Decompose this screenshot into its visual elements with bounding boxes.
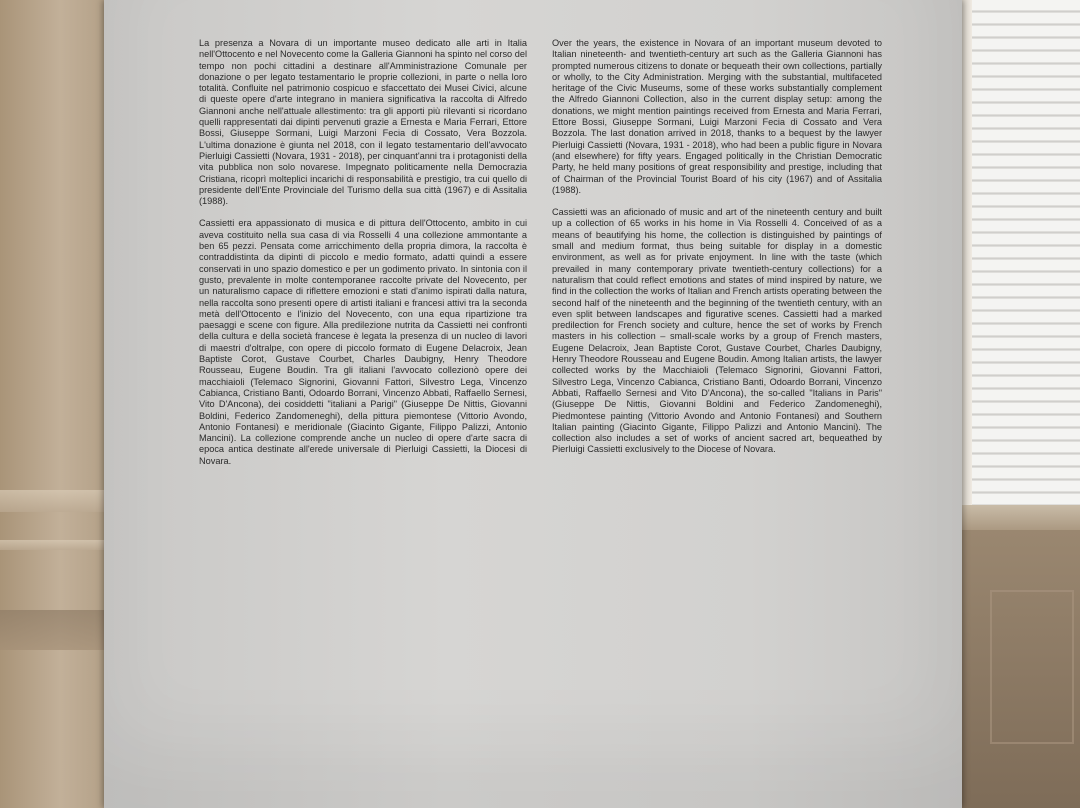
- left-wall: [0, 0, 110, 808]
- right-wall: [960, 530, 1080, 808]
- window-blinds: [960, 0, 1080, 520]
- italian-text-column: [199, 38, 527, 478]
- italian-paragraph-1: La presenza a Novara di un importante museo dedicato alle arti in Italia nell'Ottocento e nel Novecento come la Galleria Giannoni ha spinto nel corso del tempo non pochi cittadini a destinare all'Amministrazione Comunale per donazione o per legato testamentario le proprie collezioni, in parte o nella loro totalità. Confluite nel patrimonio cospicuo e sfaccettato dei Musei Civici, alcune di queste opere d'arte integrano in maniera significativa la raccolta di Alfredo Giannoni anche nell'attuale allestimento: tra gli apporti più rilevanti si ricordano quelli rappresentati dai dipinti pervenuti grazie a Ernesta e Maria Ferrari, Ettore Bossi, Giuseppe Sormani, Luigi Marzoni Fecia di Cossato, Vera Bozzola. L'ultima donazione è giunta nel 2018, con il legato testamentario dell'avvocato Pierluigi Cassietti (Novara, 1931 - 2018), per cinquant'anni tra i protagonisti della vita pubblica non solo novarese. Impegnato politicamente nella Democrazia Cristiana, ricoprì molteplici incarichi di responsabilità e prestigio, tra cui quello di presidente dell'Ente Provinciale del Turismo della sua città (1967) e di Assitalia (1988).: [199, 38, 527, 207]
- wall-molding: [0, 490, 110, 512]
- english-paragraph-1: Over the years, the existence in Novara of an important museum devoted to Italian nineteenth- and twentieth-century art such as the Galleria Giannoni has prompted numerous citizens to donate or bequeath their own collections, partially or wholly, to the City Administration. Merging with the substantial, multifaceted heritage of the Civic Museums, some of these works substantially complement the Alfredo Giannoni Collection, also in the current display setup: among the donations, we might mention paintings received from Ernesta and Maria Ferrari, Ettore Bossi, Giuseppe Sormani, Luigi Marzoni Fecia di Cossato and Vera Bozzola. The last donation arrived in 2018, thanks to a bequest by the lawyer Pierluigi Cassietti (Novara, 1931 - 2018), who had been a public figure in Novara (and elsewhere) for fifty years. Engaged politically in the Christian Democratic Party, he held many positions of great responsibility and prestige, including that of Chairman of the Provincial Tourist Board of his city (1967) and of Assitalia (1988).: [552, 38, 882, 195]
- english-text-column: [552, 38, 882, 467]
- wall-molding: [0, 610, 110, 650]
- italian-paragraph-2: Cassietti era appassionato di musica e di pittura dell'Ottocento, ambito in cui aveva costituito nella sua casa di via Rosselli 4 una collezione ammontante a ben 65 pezzi. Pensata come arricchimento della propria dimora, la raccolta è contraddistinta da dipinti di piccolo e medio formato, adatti quindi a essere conservati in uno spazio domestico e per un godimento privato. In sintonia con il gusto, prevalente in molte contemporanee raccolte private del Novecento, per un naturalismo capace di riflettere emozioni e stati d'animo ispirati dalla natura, nella raccolta sono presenti opere di artisti italiani e francesi attivi tra la seconda metà dell'Ottocento e l'inizio del Novecento, con una equa ripartizione tra paesaggi e scene con figure. Alla predilezione nutrita da Cassietti nei confronti della cultura e della società francese è legata la presenza di un nucleo di lavori di maestri d'oltralpe, con opere di piccolo formato di Eugene Delacroix, Jean Baptiste Corot, Gustave Courbet, Charles Daubigny, Henry Theodore Rousseau, Eugene Boudin. Tra gli italiani l'avvocato collezionò opere dei macchiaioli (Telemaco Signorini, Giovanni Fattori, Silvestro Lega, Vincenzo Cabianca, Cristiano Banti, Odoardo Borrani, Vincenzo Abbati, Raffaello Sernesi, Vito D'Ancona), dei cosiddetti "italiani a Parigi" (Giuseppe De Nittis, Giovanni Boldini, Federico Zandomeneghi), della pittura piemontese (Vittorio Avondo, Antonio Fontanesi) e meridionale (Giacinto Gigante, Filippo Palizzi, Antonio Mancini). La collezione comprende anche un nucleo di opere d'arte sacra di epoca antica destinate all'erede universale di Pierluigi Cassietti, la Diocesi di Novara.: [199, 218, 527, 466]
- wall-molding: [0, 540, 110, 550]
- english-paragraph-2: Cassietti was an aficionado of music and art of the nineteenth century and built up a collection of 65 works in his home in Via Rosselli 4. Conceived of as a means of beautifying his home, the collection is distinguished by paintings of small and medium format, thus being suitable for display in a domestic environment, as well as for private enjoyment. In line with the taste (which prevailed in many contemporary private twentieth-century collections) for a naturalism that could reflect emotions and states of mind inspired by nature, we find in the collection the works of Italian and French artists operating between the second half of the nineteenth and the beginning of the twentieth century, with an even split between landscapes and figurative scenes. Cassietti had a marked predilection for French society and culture, hence the set of works by French masters in his collection – small-scale works by a group of French masters, Eugene Delacroix, Jean Baptiste Corot, Gustave Courbet, Charles Daubigny, Henry Theodore Rousseau and Eugene Boudin. Among Italian artists, the lawyer collected works by the Macchiaioli (Telemaco Signorini, Giovanni Fattori, Silvestro Lega, Vincenzo Cabianca, Cristiano Banti, Odoardo Borrani, Vincenzo Abbati, Raffaello Sernesi and Vito D'Ancona), the so-called "Italians in Paris" (Giuseppe De Nittis, Giovanni Boldini and Federico Zandomeneghi), Piedmontese painting (Vittorio Avondo and Antonio Fontanesi) and Southern Italian painting (Giacinto Gigante, Filippo Palizzi and Antonio Mancini). The collection also includes a set of works of ancient sacred art, bequeathed by Pierluigi Cassietti exclusively to the Diocese of Novara.: [552, 207, 882, 455]
- wall-panel: [990, 590, 1074, 744]
- information-panel: [104, 0, 962, 808]
